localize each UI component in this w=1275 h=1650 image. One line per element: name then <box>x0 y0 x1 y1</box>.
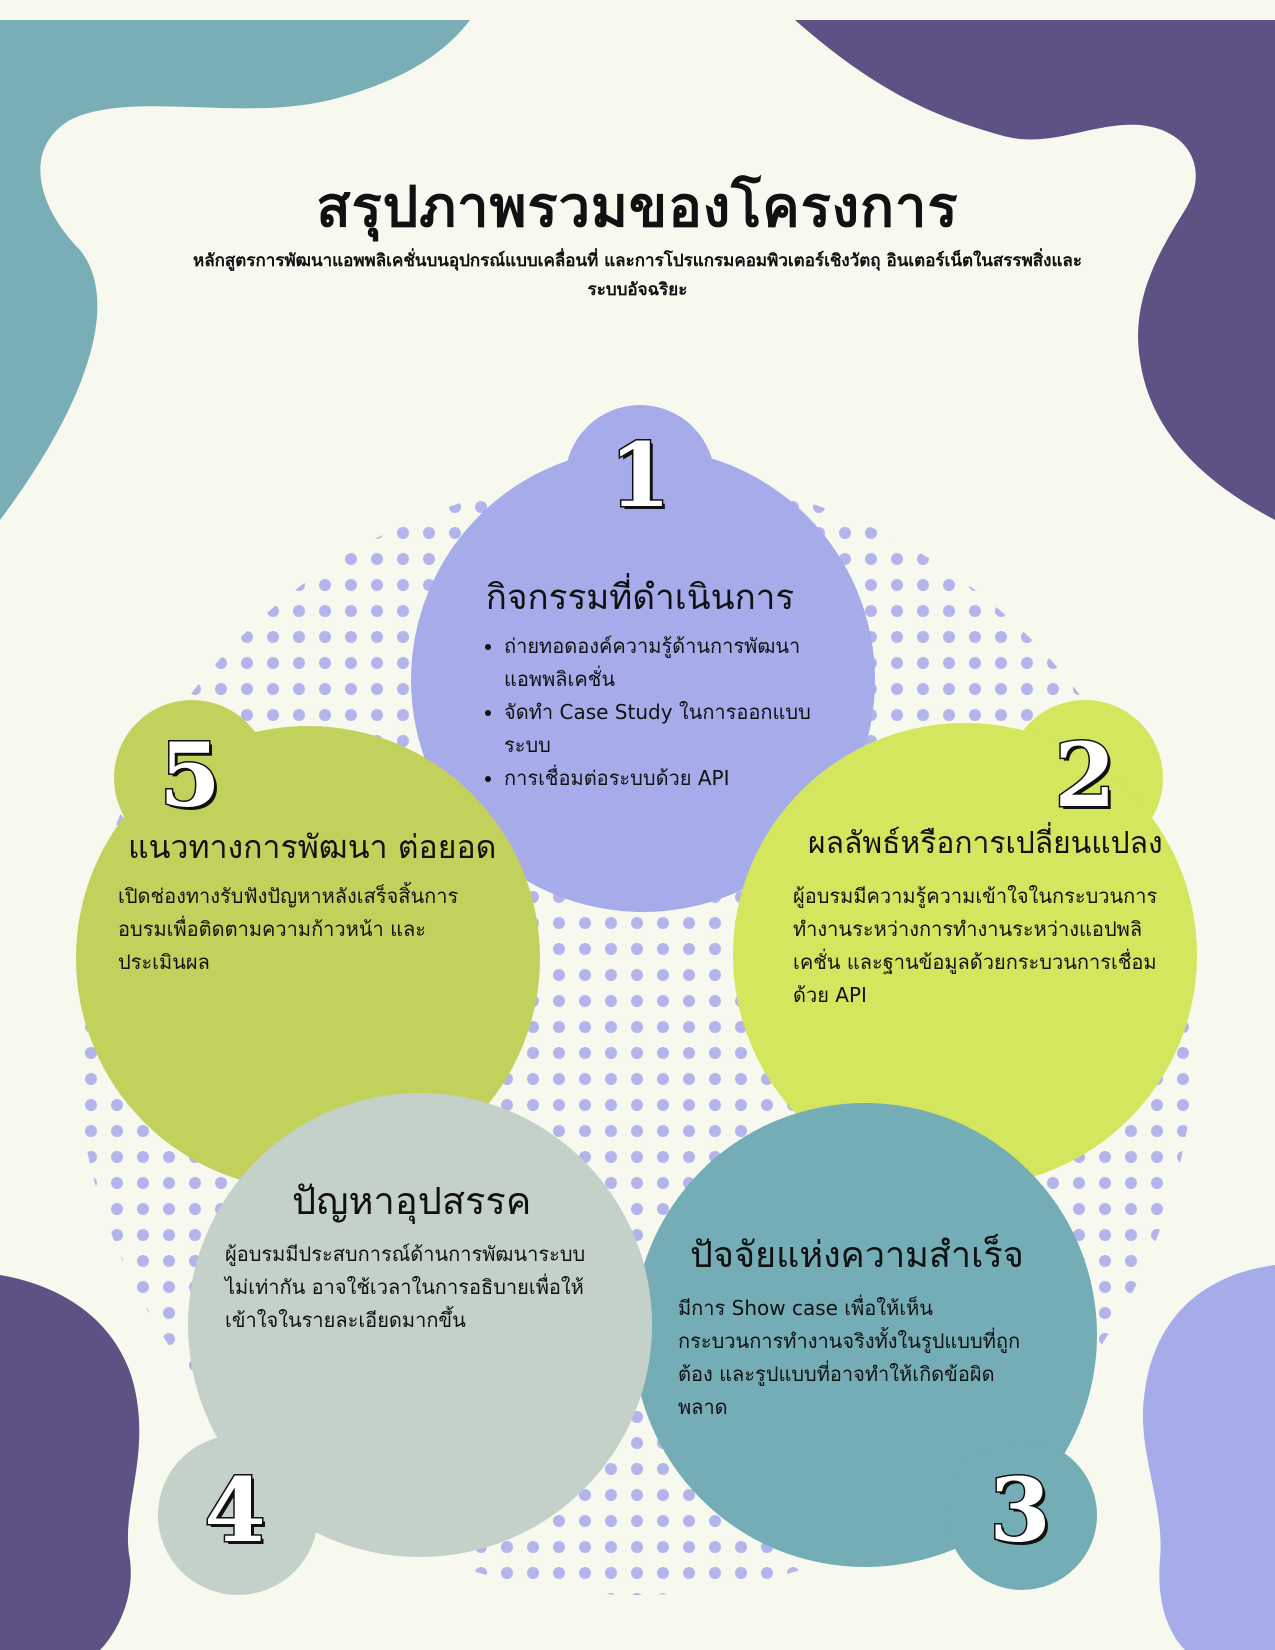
section-heading-3: ปัจจัยแห่งความสำเร็จ <box>690 1235 1024 1276</box>
page-subtitle: หลักสูตรการพัฒนาแอพพลิเคชั่นบนอุปกรณ์แบบเคลื่อนที่ และการโปรแกรมคอมพิวเตอร์เชิงวัตถุ อินเตอร์เน็ตในสรรพสิ่งและระบบอัจฉริยะ <box>193 251 1082 300</box>
section-number-2: 2 <box>1054 723 1116 827</box>
bullet-item: • ถ่ายทอดองค์ความรู้ด้านการพัฒนาแอพพลิเคชั่น <box>504 630 830 696</box>
section-number-5: 5 <box>159 723 221 827</box>
section-body-3: มีการ Show case เพื่อให้เห็นกระบวนการทำงานจริงทั้งในรูปแบบที่ถูกต้อง และรูปแบบที่อาจทำให้เกิดข้อผิดพลาด <box>678 1296 1021 1419</box>
section-body-5: เปิดช่องทางรับฟังปัญหาหลังเสร็จสิ้นการอบรมเพื่อติดตามความก้าวหน้า และประเมินผล <box>118 884 459 974</box>
section-heading-1: กิจกรรมที่ดำเนินการ <box>485 578 795 618</box>
section-body-1 <box>480 630 830 795</box>
bullet-list-1 <box>480 630 830 795</box>
page-title: สรุปภาพรวมของโครงการ <box>316 175 959 240</box>
section-number-4: 4 <box>204 1458 266 1562</box>
section-heading-5: แนวทางการพัฒนา ต่อยอด <box>128 828 497 866</box>
bullet-item: • การเชื่อมต่อระบบด้วย API <box>504 762 830 795</box>
bullet-item: • จัดทำ Case Study ในการออกแบบระบบ <box>504 696 830 762</box>
section-body-2: ผู้อบรมมีความรู้ความเข้าใจในกระบวนการทำงานระหว่างการทำงานระหว่างแอปพลิเคชั่น และฐานข้อมูลด้วยกระบวนการเชื่อมด้วย API <box>793 884 1158 1007</box>
section-heading-4: ปัญหาอุปสรรค <box>292 1179 532 1223</box>
section-body-4: ผู้อบรมมีประสบการณ์ด้านการพัฒนาระบบไม่เท่ากัน อาจใช้เวลาในการอธิบายเพื่อให้เข้าใจในรายละเอียดมากขึ้น <box>225 1242 586 1332</box>
section-number-3: 3 <box>989 1458 1051 1562</box>
section-heading-2: ผลลัพธ์หรือการเปลี่ยนแปลง <box>808 826 1163 861</box>
section-number-1: 1 <box>609 423 671 527</box>
